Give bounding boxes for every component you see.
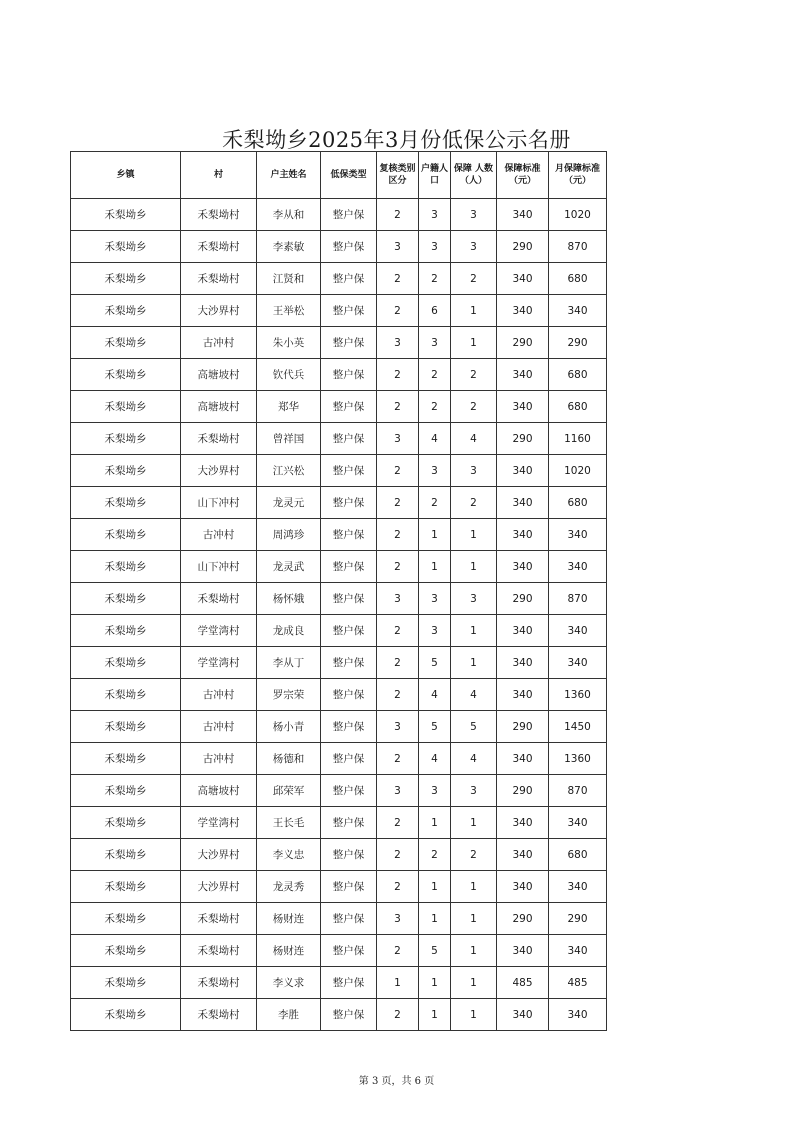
cell-type: 整户保 [321,967,377,999]
cell-registered: 1 [419,967,451,999]
cell-village: 高塘坡村 [181,359,257,391]
cell-town: 禾梨坳乡 [71,967,181,999]
cell-insured: 3 [451,455,497,487]
cell-monthly: 485 [549,967,607,999]
cell-village: 禾梨坳村 [181,423,257,455]
header-row [71,152,607,199]
cell-type: 整户保 [321,903,377,935]
page-title: 禾梨坳乡2025年3月份低保公示名册 [222,128,571,152]
table-row [71,391,607,423]
cell-category: 3 [377,903,419,935]
header-standard: 保障标准（元） [497,152,549,199]
header-insured: 保障 人数（人） [451,152,497,199]
cell-village: 大沙界村 [181,295,257,327]
cell-head-name: 龙灵秀 [257,871,321,903]
table-row [71,647,607,679]
cell-category: 2 [377,487,419,519]
cell-category: 2 [377,615,419,647]
cell-town: 禾梨坳乡 [71,519,181,551]
cell-town: 禾梨坳乡 [71,327,181,359]
cell-category: 2 [377,391,419,423]
cell-standard: 290 [497,583,549,615]
cell-type: 整户保 [321,775,377,807]
cell-category: 2 [377,743,419,775]
cell-insured: 2 [451,839,497,871]
cell-category: 3 [377,775,419,807]
cell-town: 禾梨坳乡 [71,263,181,295]
cell-category: 2 [377,199,419,231]
cell-head-name: 李胜 [257,999,321,1031]
cell-monthly: 680 [549,391,607,423]
table-row [71,839,607,871]
cell-registered: 6 [419,295,451,327]
cell-type: 整户保 [321,839,377,871]
cell-standard: 340 [497,455,549,487]
cell-standard: 340 [497,871,549,903]
welfare-roster-table [70,151,607,1031]
cell-insured: 3 [451,583,497,615]
cell-village: 禾梨坳村 [181,967,257,999]
cell-standard: 290 [497,775,549,807]
cell-head-name: 李义求 [257,967,321,999]
header-category: 复核类别区分 [377,152,419,199]
cell-head-name: 杨财连 [257,903,321,935]
cell-head-name: 钦代兵 [257,359,321,391]
cell-insured: 5 [451,711,497,743]
cell-type: 整户保 [321,231,377,263]
cell-registered: 2 [419,487,451,519]
cell-type: 整户保 [321,935,377,967]
cell-type: 整户保 [321,295,377,327]
cell-village: 禾梨坳村 [181,583,257,615]
cell-registered: 1 [419,551,451,583]
cell-village: 山下冲村 [181,551,257,583]
cell-town: 禾梨坳乡 [71,295,181,327]
cell-registered: 4 [419,423,451,455]
cell-category: 2 [377,263,419,295]
cell-insured: 2 [451,359,497,391]
cell-standard: 340 [497,647,549,679]
cell-registered: 5 [419,711,451,743]
cell-standard: 290 [497,231,549,263]
cell-town: 禾梨坳乡 [71,231,181,263]
cell-village: 禾梨坳村 [181,231,257,263]
cell-category: 2 [377,455,419,487]
cell-head-name: 郑华 [257,391,321,423]
cell-monthly: 290 [549,903,607,935]
cell-insured: 3 [451,231,497,263]
table-header [71,152,607,199]
cell-standard: 340 [497,295,549,327]
cell-village: 禾梨坳村 [181,903,257,935]
cell-head-name: 杨财连 [257,935,321,967]
cell-town: 禾梨坳乡 [71,583,181,615]
table-row [71,903,607,935]
cell-town: 禾梨坳乡 [71,903,181,935]
cell-type: 整户保 [321,583,377,615]
cell-insured: 3 [451,199,497,231]
cell-registered: 4 [419,679,451,711]
cell-village: 大沙界村 [181,455,257,487]
cell-head-name: 龙灵武 [257,551,321,583]
cell-registered: 2 [419,391,451,423]
cell-village: 大沙界村 [181,871,257,903]
cell-standard: 340 [497,679,549,711]
cell-insured: 4 [451,423,497,455]
table-row [71,455,607,487]
cell-monthly: 340 [549,295,607,327]
table-row [71,775,607,807]
cell-monthly: 340 [549,871,607,903]
cell-town: 禾梨坳乡 [71,679,181,711]
cell-type: 整户保 [321,871,377,903]
cell-category: 2 [377,999,419,1031]
cell-village: 山下冲村 [181,487,257,519]
cell-monthly: 1360 [549,743,607,775]
cell-standard: 340 [497,839,549,871]
cell-town: 禾梨坳乡 [71,775,181,807]
cell-registered: 1 [419,903,451,935]
cell-monthly: 340 [549,935,607,967]
cell-head-name: 王举松 [257,295,321,327]
cell-village: 禾梨坳村 [181,263,257,295]
cell-category: 3 [377,583,419,615]
cell-village: 学堂湾村 [181,807,257,839]
cell-standard: 340 [497,391,549,423]
table-row [71,231,607,263]
cell-standard: 340 [497,487,549,519]
cell-category: 3 [377,711,419,743]
cell-standard: 290 [497,423,549,455]
cell-registered: 4 [419,743,451,775]
table-body [71,199,607,1031]
cell-village: 学堂湾村 [181,615,257,647]
cell-type: 整户保 [321,615,377,647]
cell-monthly: 1160 [549,423,607,455]
cell-type: 整户保 [321,359,377,391]
header-town: 乡镇 [71,152,181,199]
cell-insured: 4 [451,679,497,711]
cell-insured: 2 [451,263,497,295]
cell-insured: 4 [451,743,497,775]
cell-type: 整户保 [321,679,377,711]
table-row [71,359,607,391]
cell-standard: 290 [497,711,549,743]
cell-insured: 1 [451,871,497,903]
cell-registered: 2 [419,359,451,391]
table-row [71,935,607,967]
cell-standard: 340 [497,199,549,231]
cell-insured: 3 [451,775,497,807]
cell-village: 古冲村 [181,711,257,743]
table-row [71,679,607,711]
table-row [71,263,607,295]
table-row [71,615,607,647]
cell-head-name: 李从丁 [257,647,321,679]
cell-village: 古冲村 [181,327,257,359]
table-row [71,711,607,743]
cell-type: 整户保 [321,391,377,423]
cell-head-name: 杨小青 [257,711,321,743]
cell-registered: 1 [419,519,451,551]
table-row [71,871,607,903]
cell-registered: 2 [419,839,451,871]
cell-registered: 3 [419,231,451,263]
cell-insured: 1 [451,327,497,359]
cell-category: 3 [377,231,419,263]
cell-insured: 1 [451,807,497,839]
cell-monthly: 340 [549,807,607,839]
cell-insured: 1 [451,903,497,935]
cell-town: 禾梨坳乡 [71,743,181,775]
cell-head-name: 杨德和 [257,743,321,775]
cell-town: 禾梨坳乡 [71,615,181,647]
cell-registered: 5 [419,935,451,967]
cell-village: 古冲村 [181,743,257,775]
cell-type: 整户保 [321,807,377,839]
cell-head-name: 周鸿珍 [257,519,321,551]
header-type: 低保类型 [321,152,377,199]
cell-insured: 1 [451,615,497,647]
cell-monthly: 1020 [549,199,607,231]
cell-head-name: 王长毛 [257,807,321,839]
table-row [71,743,607,775]
cell-type: 整户保 [321,647,377,679]
cell-monthly: 680 [549,263,607,295]
cell-category: 1 [377,967,419,999]
cell-monthly: 340 [549,999,607,1031]
cell-monthly: 680 [549,359,607,391]
header-monthly: 月保障标准（元） [549,152,607,199]
cell-town: 禾梨坳乡 [71,487,181,519]
cell-town: 禾梨坳乡 [71,871,181,903]
cell-category: 2 [377,871,419,903]
cell-type: 整户保 [321,743,377,775]
cell-village: 大沙界村 [181,839,257,871]
cell-category: 2 [377,839,419,871]
table-row [71,807,607,839]
cell-type: 整户保 [321,199,377,231]
cell-village: 高塘坡村 [181,775,257,807]
cell-type: 整户保 [321,519,377,551]
cell-town: 禾梨坳乡 [71,391,181,423]
cell-village: 禾梨坳村 [181,199,257,231]
cell-insured: 1 [451,519,497,551]
cell-head-name: 李义忠 [257,839,321,871]
page-footer: 第 3 页，共 6 页 [358,1076,435,1087]
cell-monthly: 340 [549,647,607,679]
cell-village: 高塘坡村 [181,391,257,423]
table-row [71,519,607,551]
cell-head-name: 龙成良 [257,615,321,647]
table-row [71,999,607,1031]
cell-category: 2 [377,647,419,679]
header-village: 村 [181,152,257,199]
cell-insured: 1 [451,967,497,999]
cell-standard: 340 [497,551,549,583]
cell-category: 2 [377,679,419,711]
cell-standard: 340 [497,935,549,967]
cell-type: 整户保 [321,999,377,1031]
cell-insured: 2 [451,391,497,423]
cell-monthly: 340 [549,519,607,551]
cell-monthly: 340 [549,615,607,647]
cell-head-name: 曾祥国 [257,423,321,455]
cell-head-name: 邱荣军 [257,775,321,807]
cell-town: 禾梨坳乡 [71,999,181,1031]
cell-standard: 340 [497,615,549,647]
cell-village: 学堂湾村 [181,647,257,679]
cell-category: 2 [377,551,419,583]
cell-head-name: 朱小英 [257,327,321,359]
cell-monthly: 340 [549,551,607,583]
cell-town: 禾梨坳乡 [71,455,181,487]
cell-head-name: 李从和 [257,199,321,231]
cell-monthly: 290 [549,327,607,359]
table-row [71,487,607,519]
cell-town: 禾梨坳乡 [71,807,181,839]
cell-town: 禾梨坳乡 [71,359,181,391]
cell-registered: 3 [419,615,451,647]
table-row [71,551,607,583]
cell-category: 2 [377,935,419,967]
cell-monthly: 870 [549,231,607,263]
cell-insured: 1 [451,935,497,967]
cell-monthly: 1020 [549,455,607,487]
cell-village: 禾梨坳村 [181,935,257,967]
cell-monthly: 680 [549,487,607,519]
cell-standard: 290 [497,327,549,359]
cell-monthly: 870 [549,775,607,807]
table-row [71,327,607,359]
cell-head-name: 罗宗荣 [257,679,321,711]
cell-town: 禾梨坳乡 [71,647,181,679]
table-row [71,199,607,231]
cell-monthly: 1360 [549,679,607,711]
cell-head-name: 江兴松 [257,455,321,487]
cell-town: 禾梨坳乡 [71,423,181,455]
table-row [71,295,607,327]
cell-standard: 340 [497,999,549,1031]
cell-insured: 1 [451,647,497,679]
cell-category: 2 [377,295,419,327]
cell-standard: 485 [497,967,549,999]
cell-standard: 340 [497,743,549,775]
table-row [71,967,607,999]
cell-registered: 3 [419,775,451,807]
cell-category: 2 [377,519,419,551]
cell-insured: 1 [451,295,497,327]
cell-monthly: 680 [549,839,607,871]
cell-type: 整户保 [321,263,377,295]
cell-village: 古冲村 [181,679,257,711]
cell-registered: 2 [419,263,451,295]
cell-town: 禾梨坳乡 [71,199,181,231]
cell-type: 整户保 [321,487,377,519]
cell-head-name: 杨怀娥 [257,583,321,615]
cell-village: 禾梨坳村 [181,999,257,1031]
cell-standard: 340 [497,519,549,551]
cell-head-name: 李素敏 [257,231,321,263]
cell-type: 整户保 [321,551,377,583]
cell-category: 2 [377,359,419,391]
cell-registered: 3 [419,583,451,615]
cell-insured: 2 [451,487,497,519]
cell-type: 整户保 [321,711,377,743]
cell-standard: 290 [497,903,549,935]
cell-category: 3 [377,327,419,359]
cell-standard: 340 [497,359,549,391]
cell-town: 禾梨坳乡 [71,839,181,871]
cell-type: 整户保 [321,423,377,455]
cell-monthly: 1450 [549,711,607,743]
cell-insured: 1 [451,551,497,583]
cell-registered: 3 [419,455,451,487]
cell-monthly: 870 [549,583,607,615]
cell-category: 2 [377,807,419,839]
cell-category: 3 [377,423,419,455]
cell-registered: 1 [419,999,451,1031]
cell-town: 禾梨坳乡 [71,935,181,967]
header-head-name: 户主姓名 [257,152,321,199]
cell-type: 整户保 [321,455,377,487]
cell-registered: 5 [419,647,451,679]
cell-insured: 1 [451,999,497,1031]
cell-registered: 1 [419,807,451,839]
cell-registered: 3 [419,327,451,359]
cell-standard: 340 [497,807,549,839]
cell-head-name: 龙灵元 [257,487,321,519]
cell-town: 禾梨坳乡 [71,551,181,583]
header-registered: 户籍人口 [419,152,451,199]
cell-registered: 1 [419,871,451,903]
table-row [71,423,607,455]
cell-type: 整户保 [321,327,377,359]
cell-town: 禾梨坳乡 [71,711,181,743]
cell-registered: 3 [419,199,451,231]
cell-standard: 340 [497,263,549,295]
cell-head-name: 江贤和 [257,263,321,295]
table-row [71,583,607,615]
cell-village: 古冲村 [181,519,257,551]
